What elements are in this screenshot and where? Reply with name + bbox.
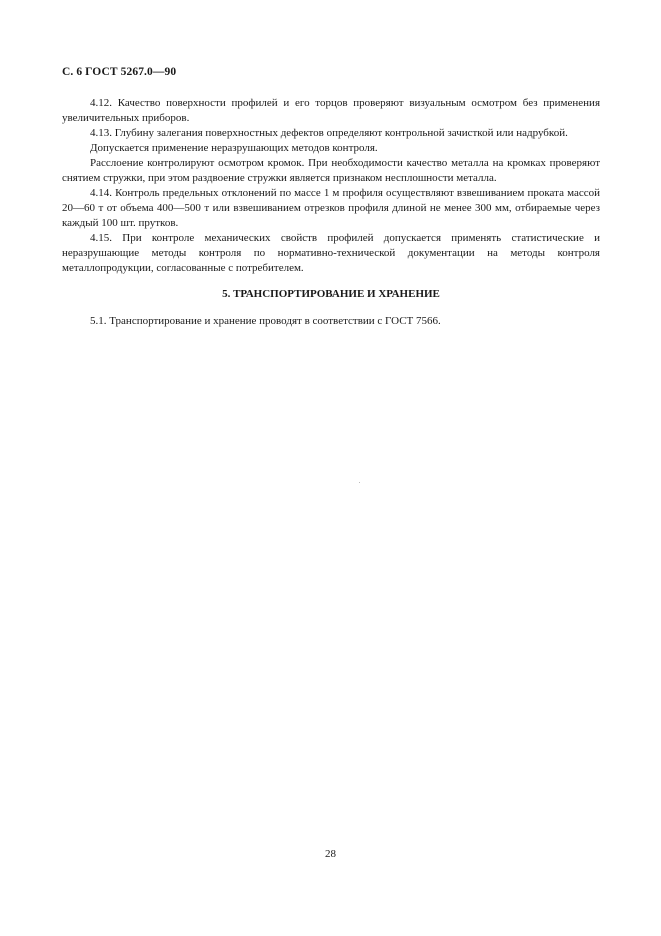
paragraph-4-13: 4.13. Глубину залегания поверхностных дефектов определяют контрольной зачисткой или надрубкой. — [90, 127, 568, 139]
document-body — [62, 96, 600, 329]
scan-speck — [359, 482, 360, 483]
page-header: С. 6 ГОСТ 5267.0—90 — [62, 66, 177, 78]
page-number: 28 — [325, 848, 336, 860]
paragraph-4-13-note: Допускается применение неразрушающих методов контроля. — [90, 142, 378, 154]
paragraph-5-1: 5.1. Транспортирование и хранение проводят в соответствии с ГОСТ 7566. — [90, 315, 441, 327]
paragraph-4-14: 4.14. Контроль предельных отклонений по массе 1 м профиля осуществляют взвешиванием проката массой 20—60 т от объема 400—500 т или взвешиванием отрезков профиля длиной не менее 300 мм, отбираемые через каждый 100 шт. прутков. — [62, 187, 600, 229]
section-title: 5. ТРАНСПОРТИРОВАНИЕ И ХРАНЕНИЕ — [222, 288, 440, 300]
paragraph-4-12: 4.12. Качество поверхности профилей и его торцов проверяют визуальным осмотром без применения увеличительных приборов. — [62, 97, 600, 124]
paragraph-delamination: Расслоение контролируют осмотром кромок. При необходимости качество металла на кромках проверяют снятием стружки, при этом раздвоение стружки является признаком несплошности металла. — [62, 157, 600, 184]
paragraph-4-15: 4.15. При контроле механических свойств профилей допускается применять статистические и неразрушающие методы контроля по нормативно-технической документации на методы контроля металлопродукции, согласованные с потребителем. — [62, 232, 600, 274]
